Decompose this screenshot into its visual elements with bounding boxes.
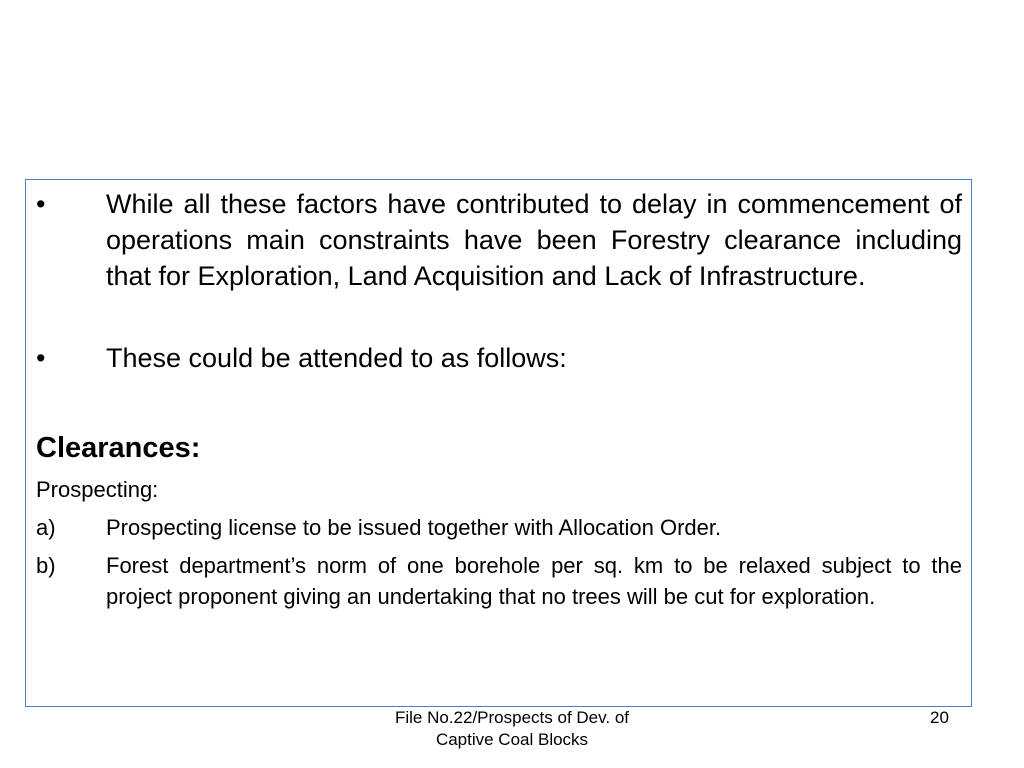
section-heading: Clearances: <box>36 432 201 464</box>
content-box <box>25 179 972 707</box>
bullet-marker: • <box>36 189 46 219</box>
footer-file-reference <box>350 707 674 751</box>
footer-file-line1: File No.22/Prospects of Dev. of <box>394 708 629 727</box>
item-text-a: Prospecting license to be issued together with Allocation Order. <box>106 515 722 540</box>
bullet-marker: • <box>36 343 46 373</box>
bullet-text-follows: These could be attended to as follows: <box>106 343 567 373</box>
subsection-heading: Prospecting: <box>36 477 159 502</box>
footer-file-line2: Captive Coal Blocks <box>435 730 589 749</box>
page-number: 20 <box>930 708 949 727</box>
item-marker-b: b) <box>36 553 56 578</box>
item-text-b: Forest department’s norm of one borehole per sq. km to be relaxed subject to the project proponent giving an undertaking that no trees will be cut for exploration. <box>106 553 962 609</box>
item-marker-a: a) <box>36 515 56 540</box>
bullet-text-constraints: While all these factors have contributed to delay in commencement of operations main constraints have been Forestry clearance including that for Exploration, Land Acquisition and Lack of Infrastructure. <box>106 189 962 291</box>
